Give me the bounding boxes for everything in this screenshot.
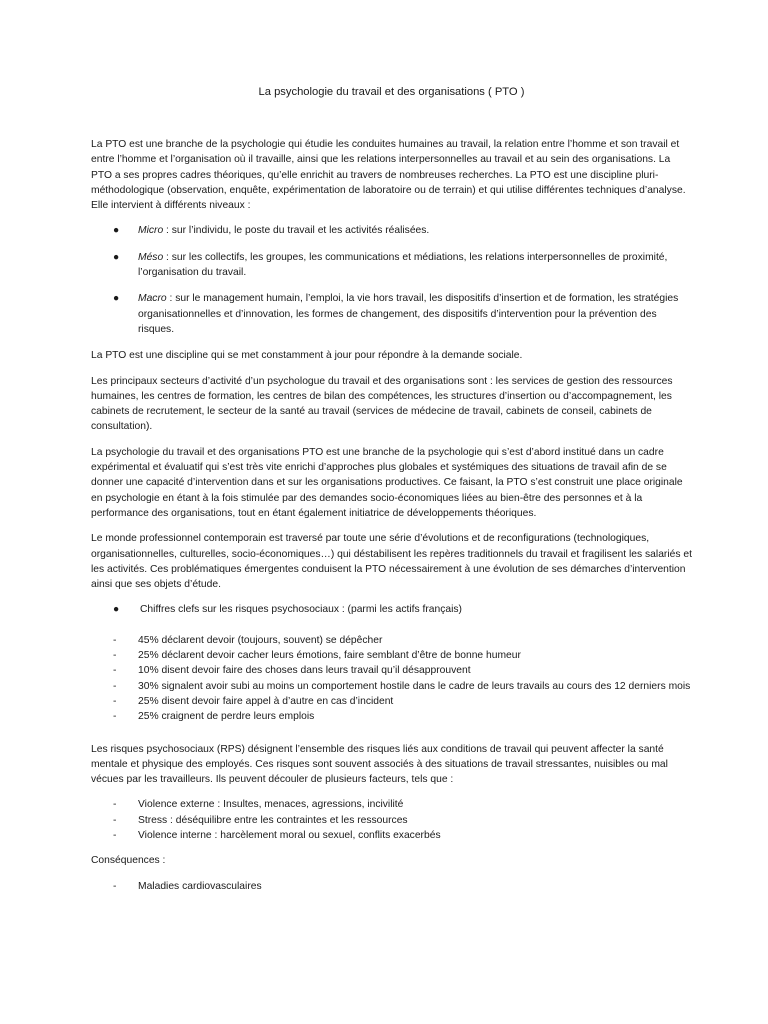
list-item xyxy=(91,679,692,694)
bullet-icon: ● xyxy=(113,293,120,305)
list-item xyxy=(91,291,692,337)
dash-icon: - xyxy=(113,799,117,811)
dash-icon: - xyxy=(113,650,117,662)
factors-list xyxy=(91,797,692,843)
list-item xyxy=(91,648,692,663)
rps-paragraph: Les risques psychosociaux (RPS) désignent l’ensemble des risques liés aux conditions de travail qui peuvent affecter la santé mentale et physique des employés. Ces risques sont souvent associés à des situations de travail stressantes, nuisibles ou mal vécues par les travailleurs. Ils peuvent découler de plusieurs facteurs, tels que : xyxy=(91,743,668,786)
bullet-icon: ● xyxy=(113,604,120,616)
list-item xyxy=(91,250,692,281)
key-figure-text: 25% craignent de perdre leurs emplois xyxy=(138,711,315,723)
key-figures-heading-text: Chiffres clefs sur les risques psychosociaux : (parmi les actifs français) xyxy=(140,604,462,616)
dash-icon: - xyxy=(113,814,117,826)
list-item xyxy=(91,694,692,709)
list-item xyxy=(91,709,692,724)
dash-icon: - xyxy=(113,829,117,841)
key-figures-list xyxy=(91,633,692,725)
consequence-text: Maladies cardiovasculaires xyxy=(138,880,262,892)
factor-text: Stress : déséquilibre entre les contraintes et les ressources xyxy=(138,814,408,826)
history-paragraph: La psychologie du travail et des organisations PTO est une branche de la psychologie qui s’est d’abord institué dans un cadre expérimental et évaluatif qui s’est très vite enrichi d’approches plus globales et systémiques des situations de travail afin de se donner une capacité d’intervention dans et sur les organisations productives. Ce faisant, la PTO s’est construit une place originale en psychologie en étant à la fois stimulée par des demandes socio-économiques liées au bien-être des personnes et à la performance des organisations, tout en étant également initiatrice de développements théoriques. xyxy=(91,446,683,519)
list-item xyxy=(91,633,692,648)
list-item xyxy=(91,223,692,238)
level-text: : sur l’individu, le poste du travail et les activités réalisées. xyxy=(163,225,430,237)
factor-text: Violence externe : Insultes, menaces, agressions, incivilité xyxy=(138,799,404,811)
key-figures-heading xyxy=(91,602,692,617)
bullet-icon: ● xyxy=(113,251,120,263)
key-figure-text: 30% signalent avoir subi au moins un comportement hostile dans le cadre de leurs travails au cours des 12 derniers mois xyxy=(138,680,691,692)
dash-icon: - xyxy=(113,711,117,723)
demand-paragraph: La PTO est une discipline qui se met constamment à jour pour répondre à la demande sociale. xyxy=(91,350,523,362)
key-figure-text: 25% déclarent devoir cacher leurs émotions, faire semblant d’être de bonne humeur xyxy=(138,650,521,662)
list-item xyxy=(91,797,692,812)
factor-text: Violence interne : harcèlement moral ou sexuel, conflits exacerbés xyxy=(138,829,441,841)
key-figure-text: 45% déclarent devoir (toujours, souvent) se dépêcher xyxy=(138,634,383,646)
dash-icon: - xyxy=(113,880,117,892)
sectors-paragraph: Les principaux secteurs d’activité d’un psychologue du travail et des organisations sont : les services de gestion des ressources humaines, les centres de formation, les centres de bilan des compétences, les structures d’insertion ou d’accompagnement, les cabinets de recrutement, le secteur de la santé au travail (services de médecine de travail, cabinets de conseil, cabinets de consultation). xyxy=(91,375,673,433)
list-item xyxy=(91,813,692,828)
level-term: Méso xyxy=(138,251,164,263)
level-term: Macro xyxy=(138,293,167,305)
level-term: Micro xyxy=(138,225,164,237)
dash-icon: - xyxy=(113,680,117,692)
key-figure-text: 10% disent devoir faire des choses dans leurs travail qu’il désapprouvent xyxy=(138,665,471,677)
level-text: : sur le management humain, l’emploi, la vie hors travail, les dispositifs d’insertion et de formation, les stratégies organisationnelles et d’innovation, les formes de changement, des dispositifs d’intervention pour la prévention des risques. xyxy=(138,293,679,335)
dash-icon: - xyxy=(113,634,117,646)
key-figure-text: 25% disent devoir faire appel à d’autre en cas d’incident xyxy=(138,695,394,707)
consequences-list xyxy=(91,879,692,894)
dash-icon: - xyxy=(113,665,117,677)
bullet-icon: ● xyxy=(113,225,120,237)
intro-paragraph: La PTO est une branche de la psychologie qui étudie les conduites humaines au travail, la relation entre l’homme et son travail et entre l’homme et l’organisation où il travaille, ainsi que les relations interpersonnelles au travail et au sein des organisations. La PTO a ses propres cadres théoriques, qu’elle enrichit au travers de nombreuses recherches. La PTO est une discipline pluri-méthodologique (observation, enquête, expérimentation de laboratoire ou de terrain) et qui utilise différentes techniques d’analyse. Elle intervient à différents niveaux : xyxy=(91,139,686,212)
world-paragraph: Le monde professionnel contemporain est traversé par toute une série d’évolutions et de reconfigurations (technologiques, organisationnelles, culturelles, socio-économiques…) qui déstabilisent les repères traditionnels du travail et fragilisent les salariés et les activités. Ces problématiques émergentes conduisent la PTO nécessairement à une évolution de ses démarches d’intervention ainsi que ses objets d’étude. xyxy=(91,533,692,591)
level-text: : sur les collectifs, les groupes, les communications et médiations, les relations interpersonnelles de proximité, l’organisation du travail. xyxy=(138,251,668,279)
consequences-heading: Conséquences : xyxy=(91,855,166,867)
levels-list xyxy=(91,223,692,337)
list-item xyxy=(91,828,692,843)
document-title: La psychologie du travail et des organisations ( PTO ) xyxy=(258,86,525,98)
dash-icon: - xyxy=(113,695,117,707)
list-item xyxy=(91,879,692,894)
list-item xyxy=(91,663,692,678)
